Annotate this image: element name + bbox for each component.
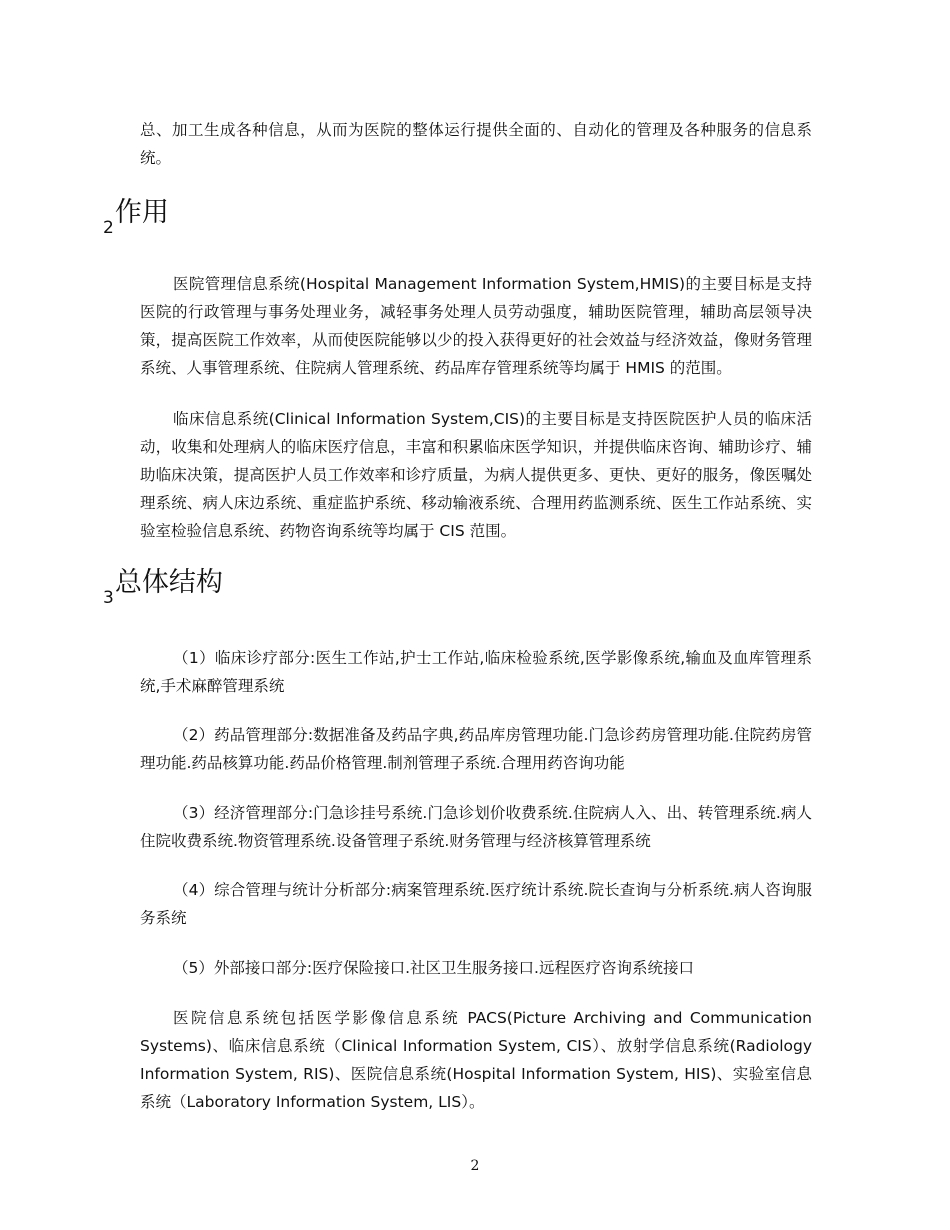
page-number: 2 bbox=[470, 1158, 480, 1174]
structure-item-economic: （3）经济管理部分:门急诊挂号系统.门急诊划价收费系统.住院病人入、出、转管理系统.病人住院收费系统.物资管理系统.设备管理子系统.财务管理与经济核算管理系统 bbox=[140, 804, 812, 850]
cis-paragraph: 临床信息系统(Clinical Information System,CIS)的主要目标是支持医院医护人员的临床活动，收集和处理病人的临床医疗信息，丰富和积累临床医学知识，并提供临床咨询、辅助诊疗、辅助临床决策，提高医护人员工作效率和诊疗质量，为病人提供更多、更快、更好的服务，像医嘱处理系统、病人床边系统、重症监护系统、移动输液系统、合理用药监测系统、医生工作站系统、实验室检验信息系统、药物咨询系统等均属于 CIS 范围。 bbox=[140, 410, 812, 540]
section-3-title: 总体结构 bbox=[114, 567, 223, 598]
section-3-number: 3 bbox=[103, 588, 114, 608]
section-2-number: 2 bbox=[103, 218, 114, 238]
structure-item-interfaces: （5）外部接口部分:医疗保险接口.社区卫生服务接口.远程医疗咨询系统接口 bbox=[173, 959, 694, 977]
hmis-paragraph: 医院管理信息系统(Hospital Management Information System,HMIS)的主要目标是支持医院的行政管理与事务处理业务，减轻事务处理人员劳动强度，辅助医院管理，辅助高层领导决策，提高医院工作效率，从而使医院能够以少的投入获得更好的社会效益与经济效益，像财务管理系统、人事管理系统、住院病人管理系统、药品库存管理系统等均属于 HMIS 的范围。 bbox=[140, 275, 812, 377]
section-2-title: 作用 bbox=[114, 197, 169, 228]
section-2-heading bbox=[103, 193, 169, 248]
intro-paragraph: 总、加工生成各种信息，从而为医院的整体运行提供全面的、自动化的管理及各种服务的信息系统。 bbox=[140, 121, 812, 167]
structure-item-pharmacy: （2）药品管理部分:数据准备及药品字典,药品库房管理功能.门急诊药房管理功能.住院药房管理功能.药品核算功能.药品价格管理.制剂管理子系统.合理用药咨询功能 bbox=[140, 726, 812, 772]
structure-item-statistics: （4）综合管理与统计分析部分:病案管理系统.医疗统计系统.院长查询与分析系统.病人咨询服务系统 bbox=[140, 881, 812, 927]
closing-paragraph: 医院信息系统包括医学影像信息系统 PACS(Picture Archiving and Communication Systems)、临床信息系统（Clinical Information System, CIS）、放射学信息系统(Radiology Information System, RIS)、医院信息系统(Hospital Information System, HIS)、实验室信息系统（Laboratory Information System, LIS）。 bbox=[140, 1009, 812, 1111]
structure-item-clinical: （1）临床诊疗部分:医生工作站,护士工作站,临床检验系统,医学影像系统,输血及血库管理系统,手术麻醉管理系统 bbox=[140, 649, 812, 695]
section-3-heading bbox=[103, 563, 223, 618]
